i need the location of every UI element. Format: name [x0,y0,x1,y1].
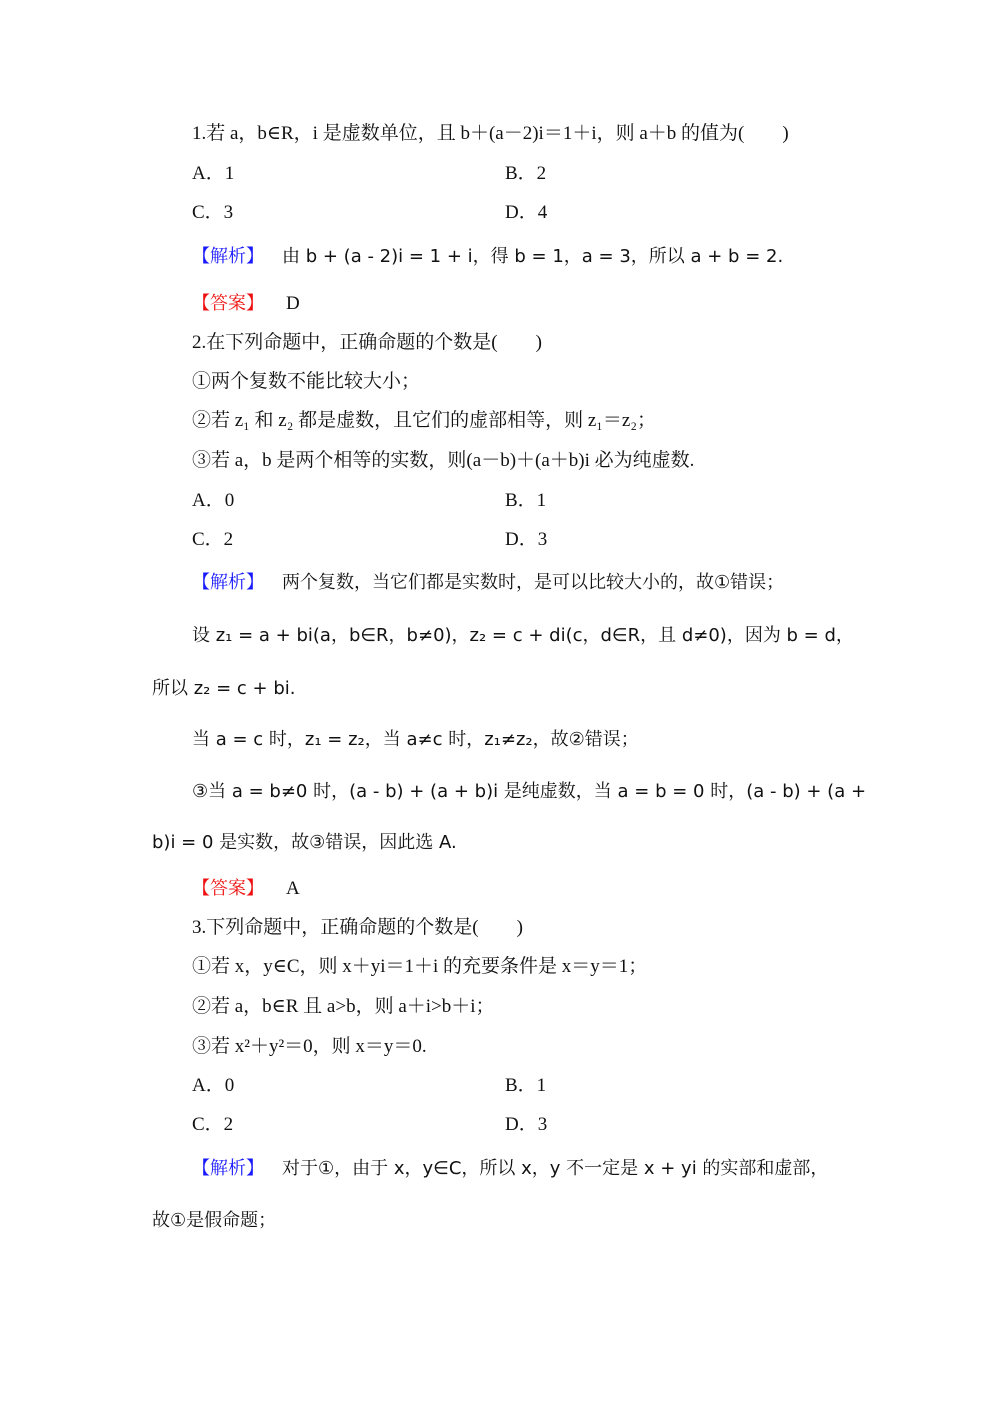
q1-option-d: D．4 [505,202,548,223]
q2-prop-1: ①两个复数不能比较大小； [192,371,421,392]
q3-prop-2: ②若 a，b∈R 且 a>b，则 a＋i>b＋i； [192,996,495,1017]
q2-option-d: D．3 [505,529,548,550]
q2-analysis-line-2: 设 z₁ = a + bi(a，b∈R，b≠0)，z₂ = c + di(c，d∈R，且 d≠0)，因为 b = d， [192,625,854,646]
q3-prop-1: ①若 x，y∈C，则 x＋yi＝1＋i 的充要条件是 x＝y＝1； [192,956,648,977]
q3-analysis-line-2: 故①是假命题； [152,1210,277,1231]
answer-label: 【答案】 [192,878,264,899]
q3-option-a: A．0 [192,1075,235,1096]
q3-analysis [192,1157,828,1181]
q3-option-b: B．1 [505,1075,547,1096]
analysis-label: 【解析】 [192,246,264,267]
q1-analysis [192,245,783,269]
q1-option-a: A．1 [192,163,235,184]
q1-stem: 1.若 a，b∈R，i 是虚数单位，且 b＋(a－2)i＝1＋i，则 a＋b 的值为( ) [192,123,789,144]
q2-prop-2: ②若 z₁ 和 z₂ 都是虚数，且它们的虚部相等，则 z₁＝z₂； [192,410,656,431]
q1-answer [192,292,300,316]
q2-option-b: B．1 [505,490,547,511]
q2-analysis-line-3: 所以 z₂ = c + bi. [152,678,296,699]
q2-option-a: A．0 [192,490,235,511]
q1-answer-value: D [286,293,300,314]
q3-stem: 3.下列命题中，正确命题的个数是( ) [192,917,523,938]
q2-analysis-line-4: 当 a = c 时，z₁ = z₂，当 a≠c 时，z₁≠z₂，故②错误； [192,729,639,750]
q1-analysis-text: 由 b + (a - 2)i = 1 + i，得 b = 1，a = 3，所以 a + b = 2. [282,246,784,267]
q2-option-c: C．2 [192,529,234,550]
q2-analysis [192,571,784,595]
q2-answer [192,877,300,901]
q3-analysis-line-1: 对于①，由于 x，y∈C，所以 x，y 不一定是 x + yi 的实部和虚部， [282,1158,829,1179]
q1-option-c: C．3 [192,202,234,223]
analysis-label: 【解析】 [192,1158,264,1179]
q2-analysis-line-6: b)i = 0 是实数，故③错误，因此选 A. [152,832,457,853]
q1-option-b: B．2 [505,163,547,184]
q2-answer-value: A [286,878,300,899]
q3-prop-3: ③若 x²＋y²＝0，则 x＝y＝0. [192,1036,427,1057]
q2-analysis-line-5: ③当 a = b≠0 时，(a - b) + (a + b)i 是纯虚数，当 a = b = 0 时，(a - b) + (a + [192,781,867,802]
analysis-label: 【解析】 [192,572,264,593]
q2-stem: 2.在下列命题中，正确命题的个数是( ) [192,332,542,353]
q3-option-d: D．3 [505,1114,548,1135]
q2-prop-3: ③若 a，b 是两个相等的实数，则(a－b)＋(a＋b)i 必为纯虚数. [192,450,695,471]
answer-label: 【答案】 [192,293,264,314]
q2-analysis-line-1: 两个复数，当它们都是实数时，是可以比较大小的，故①错误； [282,572,785,593]
q3-option-c: C．2 [192,1114,234,1135]
